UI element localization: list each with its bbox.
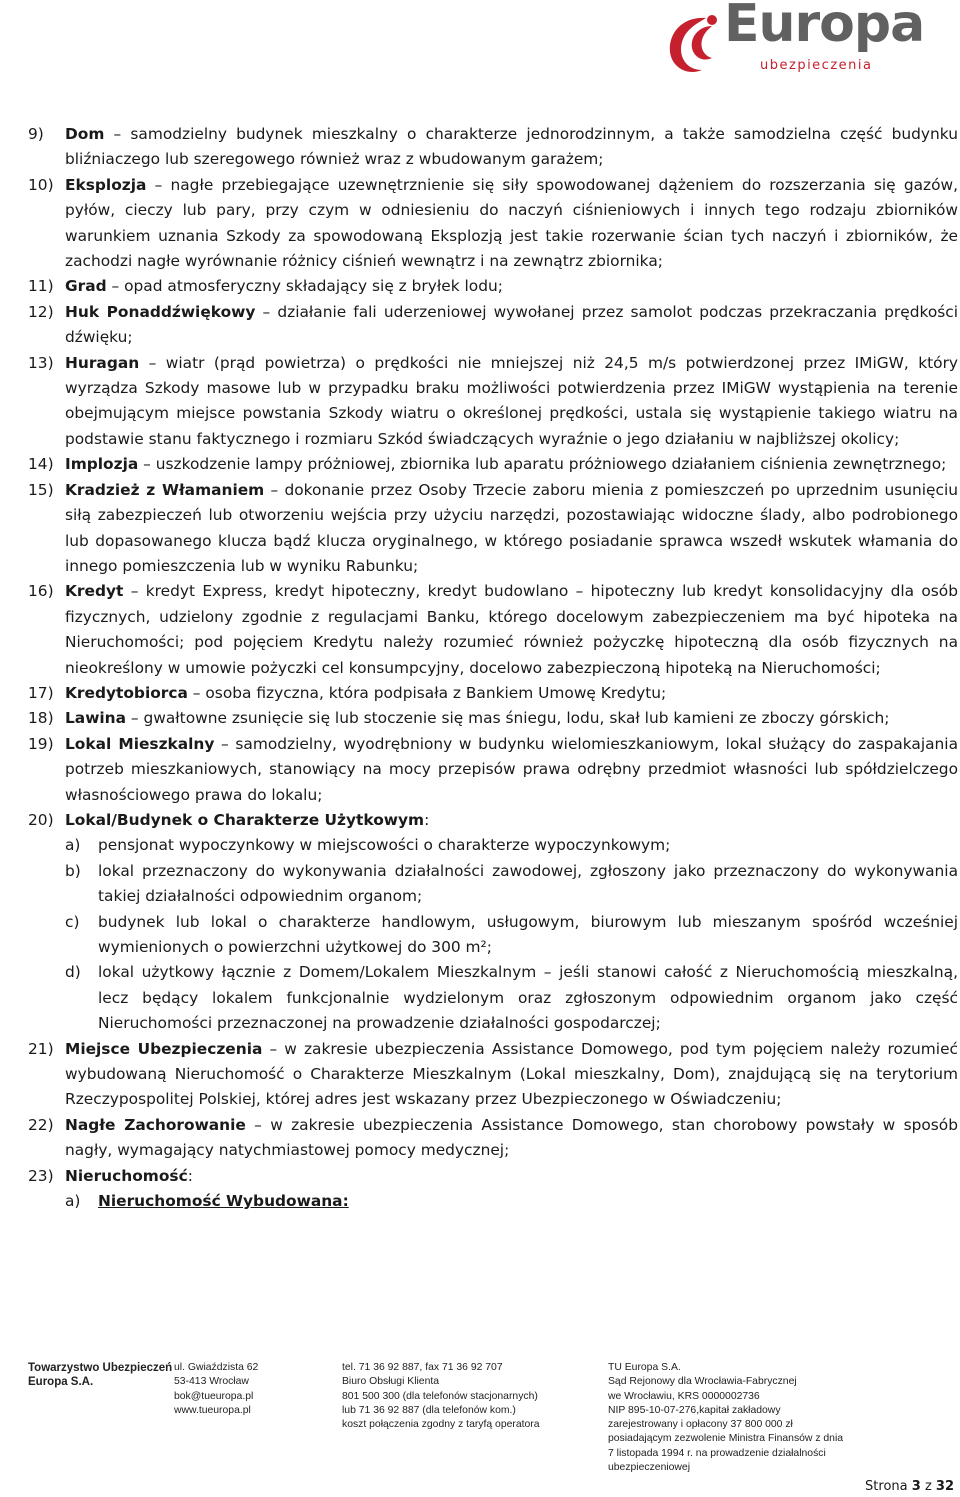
- sub-item-text: lokal użytkowy łącznie z Domem/Lokalem Mieszkalnym – jeśli stanowi całość z Nieruchomością mieszkalną, lecz będący lokalem funkcjonalnie wydzielonym oraz zgłoszonym odpowiednim organom jako część Nieruchomości przeznaczonej na prowadzenie działalności gospodarczej;: [98, 963, 958, 1033]
- definition-term: Lokal/Budynek o Charakterze Użytkowym: [65, 810, 425, 829]
- sub-item: a) Nieruchomość Wybudowana:: [65, 1192, 349, 1211]
- definition-term: Miejsce Ubezpieczenia: [65, 1039, 263, 1058]
- definition-text: gwałtowne zsunięcie się lub stoczenie się mas śniegu, lodu, skał lub kamieni ze zboczy górskich;: [143, 709, 890, 728]
- definition-term: Kredytobiorca: [65, 683, 188, 702]
- footer-company: Towarzystwo Ubezpieczeń Europa S.A.: [28, 1362, 173, 1389]
- definition-item: 14) Implozja – uszkodzenie lampy próżniowej, zbiornika lub aparatu próżniowego działaniem ciśnienia zewnętrznego;: [28, 455, 947, 474]
- definition-item: 10) Eksplozja – nagłe przebiegające uzewnętrznienie się siły spowodowanej dążeniem do rozszerzania się gazów, pyłów, cieczy lub pary, przy czym w odniesieniu do naczyń ciśnieniowych i innych tego rodzaju zbiorników warunkiem uznania Szkody za spowodowaną Eksplozją jest takie rozerwanie ścian tych naczyń i zbiorników, że zachodzi nagłe wyrównanie różnicy ciśnień wewnątrz i na zewnątrz zbiornika;: [28, 175, 958, 271]
- footer-contact: tel. 71 36 92 887, fax 71 36 92 707 Biuro Obsługi Klienta 801 500 300 (dla telefonów stacjonarnych) lub 71 36 92 887 (dla telefonów kom.) koszt połączenia zgodny z taryfą operatora: [342, 1362, 540, 1431]
- definition-item: 18) Lawina – gwałtowne zsunięcie się lub stoczenie się mas śniegu, lodu, skał lub kamieni ze zboczy górskich;: [28, 709, 890, 728]
- definition-text: w zakresie ubezpieczenia Assistance Domowego, stan chorobowy powstały w sposób nagły, wymagający natychmiastowej pomocy medycznej;: [65, 1115, 958, 1160]
- logo-swirl-icon: [662, 12, 732, 82]
- definition-term: Dom: [65, 125, 105, 143]
- definition-item: 15) Kradzież z Włamaniem – dokonanie przez Osoby Trzecie zaboru mienia z pomieszczeń po uprzednim usunięciu siłą zabezpieczeń lub otworzeniu wejścia przy użyciu narzędzi, pozostawiając widoczne ślady, albo podrobionego lub dopasowanego klucza bądź klucza oryginalnego, w którego posiadanie sprawca wszedł wskutek włamania do innego pomieszczenia lub w wyniku Rabunku;: [28, 480, 958, 575]
- definition-text: nagłe przebiegające uzewnętrznienie się siły spowodowanej dążeniem do rozszerzania się gazów, pyłów, cieczy lub pary, przy czym w odniesieniu do naczyń ciśnieniowych i innych tego rodzaju zbiorników warunkiem uznania Szkody za spowodowaną Eksplozją jest takie rozerwanie ścian tych naczyń i zbiorników, że zachodzi nagłe wyrównanie różnicy ciśnień wewnątrz i na zewnątrz zbiornika;: [65, 175, 958, 271]
- definition-text: dokonanie przez Osoby Trzecie zaboru mienia z pomieszczeń po uprzednim usunięciu siłą zabezpieczeń lub otworzeniu wejścia przy użyciu narzędzi, pozostawiając widoczne ślady, albo podrobionego lub dopasowanego klucza bądź klucza oryginalnego, w którego posiadanie sprawca wszedł wskutek włamania do innego pomieszczenia lub w wyniku Rabunku;: [65, 480, 958, 575]
- sub-item-heading: Nieruchomość Wybudowana:: [98, 1192, 349, 1211]
- definition-text: samodzielny budynek mieszkalny o charakterze jednorodzinnym, a także samodzielna część budynku bliźniaczego lub szeregowego również wraz z wbudowanym garażem;: [65, 125, 958, 169]
- sub-item: d) lokal użytkowy łącznie z Domem/Lokalem Mieszkalnym – jeśli stanowi całość z Nieruchomością mieszkalną, lecz będący lokalem funkcjonalnie wydzielonym oraz zgłoszonym odpowiednim organom jako część Nieruchomości przeznaczonej na prowadzenie działalności gospodarczej;: [65, 963, 958, 1033]
- definition-item: 9) Dom – samodzielny budynek mieszkalny o charakterze jednorodzinnym, a także samodzielna część budynku bliźniaczego lub szeregowego również wraz z wbudowanym garażem;: [28, 125, 958, 169]
- definition-item: 23) Nieruchomość:: [28, 1166, 193, 1185]
- footer-address: ul. Gwiaździsta 62 53-413 Wrocław bok@tueuropa.pl www.tueuropa.pl: [174, 1362, 259, 1416]
- sub-item-text: lokal przeznaczony do wykonywania działalności zawodowej, zgłoszony jako przeznaczony do wykonywania takiej działalności odpowiednim organom;: [98, 861, 958, 906]
- definition-item: 19) Lokal Mieszkalny – samodzielny, wyodrębniony w budynku wielomieszkaniowym, lokal służący do zaspakajania potrzeb mieszkaniowych, stanowiący na mocy przepisów prawa odrębny przedmiot własności lub spółdzielczego własnościowego prawa do lokalu;: [28, 734, 959, 804]
- definition-text: wiatr (prąd powietrza) o prędkości nie mniejszej niż 24,5 m/s potwierdzonej przez IMiGW, który wyrządza Szkody masowe lub w przypadku braku możliwości potwierdzenia przez IMiGW wystąpienia na terenie obejmującym miejsce powstania Szkody wiatru o określonej prędkości, ustala się wystąpienie takiego wiatru na podstawie stanu faktycznego i rozmiaru Szkód świadczących wyraźnie o jego działaniu w najbliższej okolicy;: [65, 353, 959, 448]
- definition-item: 11) Grad – opad atmosferyczny składający się z bryłek lodu;: [28, 277, 503, 296]
- definition-term: Huragan: [65, 353, 140, 372]
- sub-item-text: budynek lub lokal o charakterze handlowym, usługowym, biurowym lub mieszanym spośród wcześniej wymienionych o powierzchni użytkowej do 300 m²;: [98, 912, 958, 956]
- definition-item: 20) Lokal/Budynek o Charakterze Użytkowym:: [28, 810, 430, 829]
- definition-text: osoba fizyczna, która podpisała z Bankiem Umowę Kredytu;: [205, 683, 667, 702]
- definition-text: kredyt Express, kredyt hipoteczny, kredyt budowlano – hipoteczny lub kredyt konsolidacyjny dla osób fizycznych, udzielony zgodnie z regulacjami Banku, którego docelowym zabezpieczeniem ma być hipoteka na Nieruchomości; pod pojęciem Kredytu należy rozumieć również pożyczkę hipoteczną dla osób fizycznych na nieokreślony w umowie pożyczki cel konsumpcyjny, docelowo zabezpieczoną hipoteką na Nieruchomości;: [65, 582, 958, 677]
- definition-text: uszkodzenie lampy próżniowej, zbiornika lub aparatu próżniowego działaniem ciśnienia zewnętrznego;: [155, 455, 947, 474]
- definition-item: 22) Nagłe Zachorowanie – w zakresie ubezpieczenia Assistance Domowego, stan chorobowy powstały w sposób nagły, wymagający natychmiastowej pomocy medycznej;: [28, 1115, 958, 1160]
- sub-item-text: pensjonat wypoczynkowy w miejscowości o charakterze wypoczynkowym;: [98, 836, 671, 855]
- definition-item: 16) Kredyt – kredyt Express, kredyt hipoteczny, kredyt budowlano – hipoteczny lub kredyt konsolidacyjny dla osób fizycznych, udzielony zgodnie z regulacjami Banku, którego docelowym zabezpieczeniem ma być hipoteka na Nieruchomości; pod pojęciem Kredytu należy rozumieć również pożyczkę hipoteczną dla osób fizycznych na nieokreślony w umowie pożyczki cel konsumpcyjny, docelowo zabezpieczoną hipoteką na Nieruchomości;: [28, 582, 958, 677]
- definition-term: Nieruchomość: [65, 1166, 188, 1185]
- definition-item: 13) Huragan – wiatr (prąd powietrza) o prędkości nie mniejszej niż 24,5 m/s potwierdzonej przez IMiGW, który wyrządza Szkody masowe lub w przypadku braku możliwości potwierdzenia przez IMiGW wystąpienia na terenie obejmującym miejsce powstania Szkody wiatru o określonej prędkości, ustala się wystąpienie takiego wiatru na podstawie stanu faktycznego i rozmiaru Szkód świadczących wyraźnie o jego działaniu w najbliższej okolicy;: [28, 353, 959, 448]
- logo-wordmark: Europa: [724, 0, 925, 54]
- definition-item: 12) Huk Ponaddźwiękowy – działanie fali uderzeniowej wywołanej przez samolot podczas przekraczania prędkości dźwięku;: [28, 302, 958, 347]
- definition-term: Lokal Mieszkalny: [65, 734, 215, 753]
- definitions-list: [28, 122, 958, 1214]
- definition-term: Grad: [65, 277, 107, 296]
- definition-term: Kradzież z Włamaniem: [65, 480, 265, 499]
- sub-item: b) lokal przeznaczony do wykonywania działalności zawodowej, zgłoszony jako przeznaczony do wykonywania takiej działalności odpowiednim organom;: [65, 861, 958, 906]
- definition-term: Nagłe Zachorowanie: [65, 1115, 246, 1134]
- definition-text: działanie fali uderzeniowej wywołanej przez samolot podczas przekraczania prędkości dźwięku;: [65, 302, 958, 347]
- sub-item: c) budynek lub lokal o charakterze handlowym, usługowym, biurowym lub mieszanym spośród wcześniej wymienionych o powierzchni użytkowej do 300 m²;: [65, 912, 958, 956]
- definition-text: :: [187, 1166, 193, 1185]
- definition-item: 17) Kredytobiorca – osoba fizyczna, która podpisała z Bankiem Umowę Kredytu;: [28, 683, 667, 702]
- definition-term: Lawina: [65, 709, 127, 728]
- definition-text: w zakresie ubezpieczenia Assistance Domowego, pod tym pojęciem należy rozumieć wybudowaną Nieruchomość o Charakterze Mieszkalnym (Lokal mieszkalny, Dom), znajdującą się na terytorium Rzeczypospolitej Polskiej, której adres jest wskazany przez Ubezpieczonego w Oświadczeniu;: [65, 1039, 958, 1109]
- definition-text: samodzielny, wyodrębniony w budynku wielomieszkaniowym, lokal służący do zaspakajania potrzeb mieszkaniowych, stanowiący na mocy przepisów prawa odrębny przedmiot własności lub spółdzielczego własnościowego prawa do lokalu;: [65, 734, 959, 804]
- sub-item: a) pensjonat wypoczynkowy w miejscowości o charakterze wypoczynkowym;: [65, 836, 671, 855]
- definition-text: :: [424, 810, 430, 829]
- definition-term: Implozja: [65, 455, 139, 474]
- europa-logo: [662, 0, 952, 86]
- definition-term: Eksplozja: [65, 175, 147, 194]
- footer-registration: TU Europa S.A. Sąd Rejonowy dla Wrocławia-Fabrycznej we Wrocławiu, KRS 0000002736 NIP 895-10-07-276,kapitał zakładowy zarejestrowany i opłacony 37 800 000 zł posiadającym zezwolenie Ministra Finansów z dnia 7 listopada 1994 r. na prowadzenie działalności ubezpieczeniowej: [608, 1362, 844, 1474]
- definition-item: 21) Miejsce Ubezpieczenia – w zakresie ubezpieczenia Assistance Domowego, pod tym pojęciem należy rozumieć wybudowaną Nieruchomość o Charakterze Mieszkalnym (Lokal mieszkalny, Dom), znajdującą się na terytorium Rzeczypospolitej Polskiej, której adres jest wskazany przez Ubezpieczonego w Oświadczeniu;: [28, 1039, 958, 1109]
- definition-term: Huk Ponaddźwiękowy: [65, 302, 256, 321]
- logo-subtitle: ubezpieczenia: [760, 58, 873, 73]
- definition-text: opad atmosferyczny składający się z bryłek lodu;: [124, 277, 503, 296]
- definition-term: Kredyt: [65, 582, 124, 601]
- page-number: Strona 3 z 32: [865, 1479, 954, 1494]
